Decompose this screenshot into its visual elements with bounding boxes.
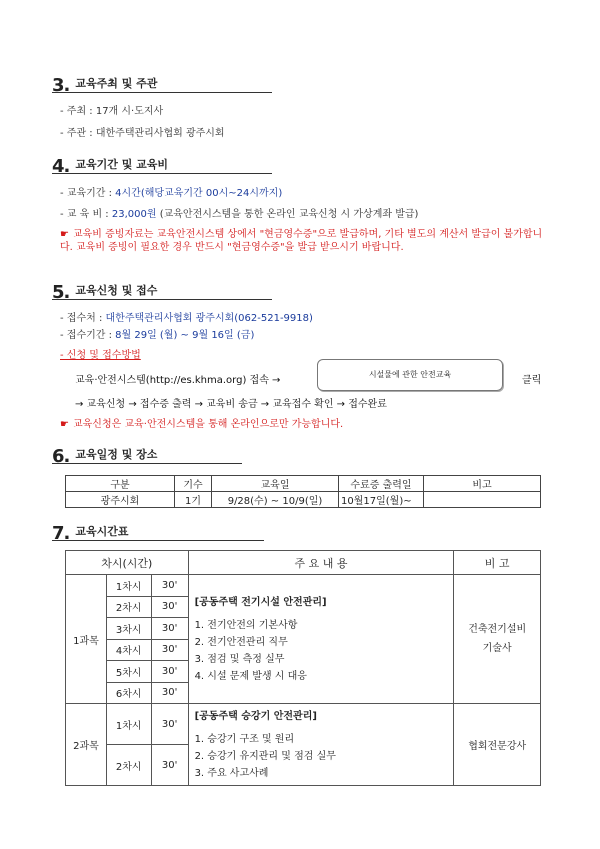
session-minutes: 30' — [151, 575, 188, 597]
table-header: 비고 — [424, 476, 541, 492]
section-6-heading: 6. $^{교육일정 및 장소}$ — [52, 447, 242, 464]
course-2-remark: 협회전문강사 — [454, 704, 541, 786]
section-7-heading: 7. $^{교육시간표}$ — [52, 524, 264, 541]
safety-course-button[interactable]: 시설물에 관한 안전교육 — [317, 359, 503, 391]
timetable-header: 비 고 — [454, 551, 541, 575]
course-2-content — [188, 704, 454, 786]
session-minutes: 30' — [151, 745, 188, 786]
session-label: 4차시 — [106, 639, 151, 661]
timetable-header: 차시(시간) — [66, 551, 189, 575]
table-header: 수료증 출력일 — [339, 476, 424, 492]
session-minutes: 30' — [151, 704, 188, 745]
list-item: 2. 승강기 유지관리 및 점검 실무 — [194, 750, 336, 762]
session-minutes: 30' — [151, 618, 188, 640]
session-minutes: 30' — [151, 661, 188, 683]
table-header: 교육일 — [212, 476, 339, 492]
system-link-text[interactable]: 교육·안전시스템(http://es.khma.org) 접속 → — [75, 375, 281, 386]
course-1-remark: 건축전기설비 기술사 — [454, 575, 541, 704]
list-item: 1. 전기안전의 기본사항 — [194, 619, 298, 631]
fee-value: 23,000원 — [111, 209, 157, 220]
organizer-line: - 주최 : 17개 시·도지사 — [60, 106, 164, 117]
session-minutes: 30' — [151, 639, 188, 661]
timetable-header: 주 요 내 용 — [188, 551, 454, 575]
section-5-heading: 5. $^{교육신청 및 접수}$ — [52, 283, 272, 300]
table-cell: 10월17일(월)~ — [339, 492, 424, 508]
session-minutes: 30' — [151, 682, 188, 704]
table-row — [66, 575, 541, 597]
session-label: 3차시 — [106, 618, 151, 640]
table-header: 구분 — [66, 476, 175, 492]
table-header: 기수 — [175, 476, 212, 492]
course-2-name: 2과목 — [66, 704, 107, 786]
reception-line: - 접수처 : 대한주택관리사협회 광주시회(062-521-9918) — [60, 313, 313, 324]
list-item: 1. 승강기 구조 및 원리 — [194, 733, 295, 745]
course-1-content — [188, 575, 454, 704]
fee-note: ☛ 교육비 증빙자료는 교육안전시스템 상에서 "현금영수증"으로 발급하며, 기타 별도의 계산서 발급이 불가합니다. 교육비 증빙이 필요한 경우 반드시 "현금영수증"을 발급 받으시기 바랍니다. — [60, 229, 543, 253]
host-line: - 주관 : 대한주택관리사협회 광주시회 — [60, 128, 225, 139]
session-minutes: 30' — [151, 596, 188, 618]
pointing-hand-icon: ☛ — [60, 229, 69, 240]
table-header-row — [66, 476, 541, 492]
session-label: 5차시 — [106, 661, 151, 683]
section-3-heading: 3. $^{교육주최 및 주관}$ — [52, 76, 272, 93]
list-item: 2. 전기안전관리 직무 — [194, 636, 288, 648]
click-label: 클릭 — [522, 375, 542, 386]
list-item: 3. 주요 사고사례 — [194, 767, 269, 779]
reception-value: 대한주택관리사협회 광주시회(062-521-9918) — [105, 313, 313, 324]
table-row — [66, 492, 541, 508]
table-cell: 9/28(수) ~ 10/9(일) — [212, 492, 339, 508]
session-label: 2차시 — [106, 745, 151, 786]
apply-note: ☛ 교육신청은 교육·안전시스템을 통해 온라인으로만 가능합니다. — [60, 419, 344, 430]
table-cell — [424, 492, 541, 508]
table-cell: 1기 — [175, 492, 212, 508]
period-value: 4시간(해당교육기간 00시~24시까지) — [115, 188, 283, 199]
timetable-header-row — [66, 551, 541, 575]
reception-period-line: - 접수기간 : 8월 29일 (월) ~ 9월 16일 (금) — [60, 330, 255, 341]
list-item: 4. 시설 문제 발생 시 대응 — [194, 670, 307, 682]
table-row — [66, 704, 541, 745]
pointing-hand-icon: ☛ — [60, 419, 69, 430]
session-label: 1차시 — [106, 704, 151, 745]
session-label: 1차시 — [106, 575, 151, 597]
fee-line: - 교 육 비 : 23,000원 (교육안전시스템을 통한 온라인 교육신청 시 가상계좌 발급) — [60, 209, 419, 220]
period-line: - 교육기간 : 4시간(해당교육기간 00시~24시까지) — [60, 188, 283, 199]
apply-method-label: - 신청 및 접수방법 — [60, 350, 141, 361]
course-2-title: [공동주택 승강기 안전관리] — [194, 710, 317, 722]
session-label: 6차시 — [106, 682, 151, 704]
reception-period-value: 8월 29일 (월) ~ 9월 16일 (금) — [115, 330, 255, 341]
section-4-heading: 4. $^{교육기간 및 교육비}$ — [52, 157, 272, 174]
course-1-name: 1과목 — [66, 575, 107, 704]
list-item: 3. 점검 및 측정 실무 — [194, 653, 285, 665]
schedule-table — [65, 475, 541, 508]
apply-flow: → 교육신청 → 접수증 출력 → 교육비 송금 → 교육접수 확인 → 접수완료 — [75, 399, 387, 410]
session-label: 2차시 — [106, 596, 151, 618]
table-cell: 광주시회 — [66, 492, 175, 508]
timetable — [65, 550, 541, 786]
course-1-title: [공동주택 전기시설 안전관리] — [194, 596, 327, 608]
